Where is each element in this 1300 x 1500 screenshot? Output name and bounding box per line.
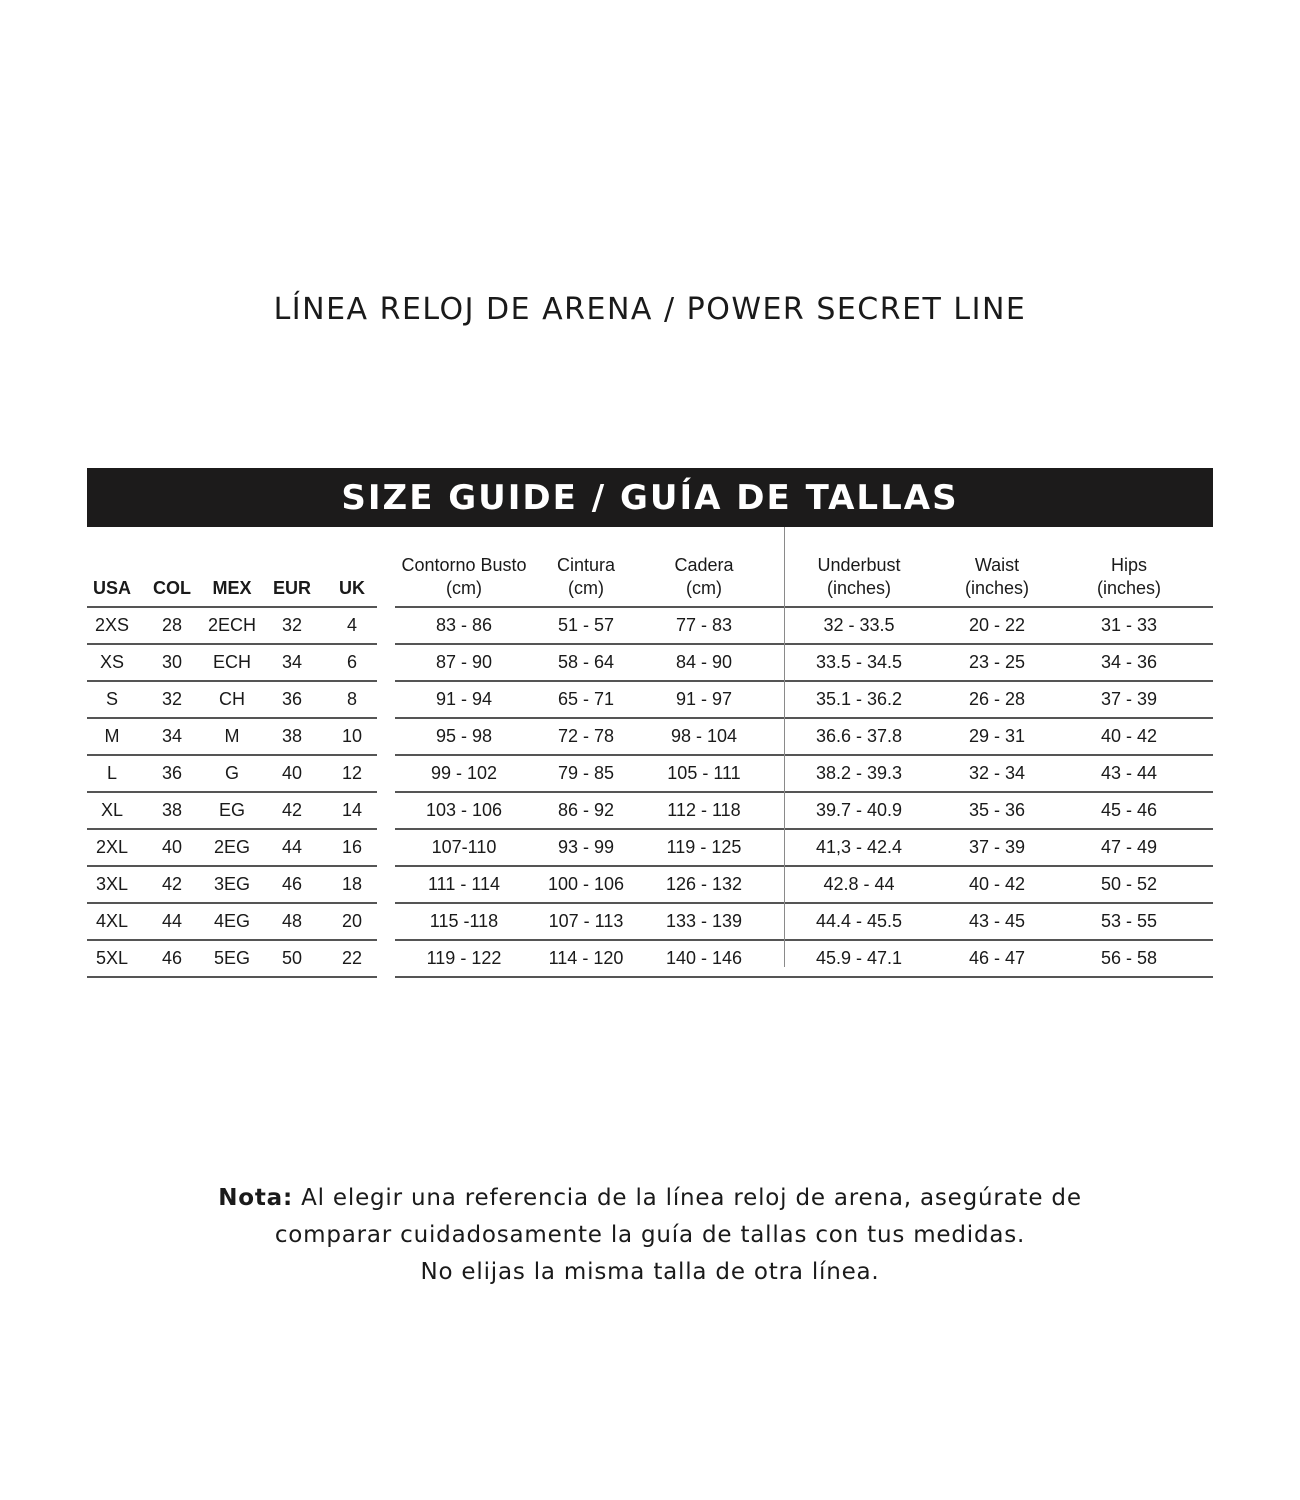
cell-hips-in: 40 - 42: [1045, 718, 1213, 755]
cell-underbust-in: 39.7 - 40.9: [769, 792, 949, 829]
cell-hips-in: 34 - 36: [1045, 644, 1213, 681]
cell-bust-cm: 99 - 102: [395, 755, 533, 792]
cell-col: 28: [137, 607, 207, 644]
header-waist-in: [949, 527, 1045, 607]
cell-bust-cm: 87 - 90: [395, 644, 533, 681]
cell-eur: 46: [257, 866, 327, 903]
cell-hip-cm: 126 - 132: [639, 866, 769, 903]
header-hip-cm-label: Cadera: [674, 555, 734, 575]
cell-col: 38: [137, 792, 207, 829]
cell-bust-cm: 111 - 114: [395, 866, 533, 903]
cell-underbust-in: 41,3 - 42.4: [769, 829, 949, 866]
cell-waist-cm: 51 - 57: [533, 607, 639, 644]
cell-hip-cm: 91 - 97: [639, 681, 769, 718]
cell-hip-cm: 77 - 83: [639, 607, 769, 644]
cell-bust-cm: 103 - 106: [395, 792, 533, 829]
cell-waist-in: 32 - 34: [949, 755, 1045, 792]
cell-gap: [377, 866, 395, 903]
cell-bust-cm: 91 - 94: [395, 681, 533, 718]
cell-mex: 2ECH: [207, 607, 257, 644]
header-bust-cm: [395, 527, 533, 607]
table-row: [87, 829, 1213, 866]
cell-uk: 4: [327, 607, 377, 644]
header-usa: USA: [87, 527, 137, 607]
header-col: COL: [137, 527, 207, 607]
cell-col: 44: [137, 903, 207, 940]
cell-uk: 8: [327, 681, 377, 718]
header-waist-in-label: Waist: [974, 555, 1020, 575]
table-row: [87, 755, 1213, 792]
cell-mex: 3EG: [207, 866, 257, 903]
cell-bust-cm: 95 - 98: [395, 718, 533, 755]
cell-gap: [377, 940, 395, 977]
cell-hips-in: 37 - 39: [1045, 681, 1213, 718]
table-header: [87, 527, 1213, 607]
table-row: [87, 681, 1213, 718]
cell-hip-cm: 84 - 90: [639, 644, 769, 681]
note-label: Nota:: [218, 1185, 293, 1211]
cell-gap: [377, 829, 395, 866]
cell-waist-in: 43 - 45: [949, 903, 1045, 940]
cell-gap: [377, 755, 395, 792]
cell-usa: L: [87, 755, 137, 792]
cell-underbust-in: 44.4 - 45.5: [769, 903, 949, 940]
header-mex: MEX: [207, 527, 257, 607]
cell-usa: 4XL: [87, 903, 137, 940]
cell-waist-in: 23 - 25: [949, 644, 1045, 681]
cell-col: 30: [137, 644, 207, 681]
cell-mex: 4EG: [207, 903, 257, 940]
cell-uk: 20: [327, 903, 377, 940]
cell-waist-cm: 79 - 85: [533, 755, 639, 792]
cell-uk: 22: [327, 940, 377, 977]
cell-underbust-in: 36.6 - 37.8: [769, 718, 949, 755]
header-underbust-in-label: Underbust: [817, 555, 901, 575]
banner-title: SIZE GUIDE / GUÍA DE TALLAS: [341, 477, 959, 518]
cell-bust-cm: 115 -118: [395, 903, 533, 940]
header-gap: [377, 527, 395, 607]
cell-eur: 40: [257, 755, 327, 792]
cell-hips-in: 31 - 33: [1045, 607, 1213, 644]
note-line-1: [0, 1180, 1300, 1217]
cell-underbust-in: 38.2 - 39.3: [769, 755, 949, 792]
cell-hips-in: 53 - 55: [1045, 903, 1213, 940]
cell-col: 34: [137, 718, 207, 755]
cell-mex: G: [207, 755, 257, 792]
cell-underbust-in: 35.1 - 36.2: [769, 681, 949, 718]
header-waist-cm-label: Cintura: [556, 555, 616, 575]
cell-hips-in: 56 - 58: [1045, 940, 1213, 977]
cell-uk: 6: [327, 644, 377, 681]
cell-mex: M: [207, 718, 257, 755]
cell-gap: [377, 792, 395, 829]
header-bust-cm-label: Contorno Busto: [401, 555, 527, 575]
cell-underbust-in: 32 - 33.5: [769, 607, 949, 644]
cell-waist-cm: 93 - 99: [533, 829, 639, 866]
cell-hip-cm: 140 - 146: [639, 940, 769, 977]
size-table: [87, 527, 1213, 978]
cell-bust-cm: 83 - 86: [395, 607, 533, 644]
cell-eur: 50: [257, 940, 327, 977]
header-bust-cm-unit: (cm): [446, 578, 482, 598]
cell-eur: 32: [257, 607, 327, 644]
table-row: [87, 718, 1213, 755]
metric-imperial-divider: [784, 527, 785, 967]
table-row: [87, 792, 1213, 829]
cell-waist-cm: 114 - 120: [533, 940, 639, 977]
header-hip-cm: [639, 527, 769, 607]
cell-eur: 44: [257, 829, 327, 866]
cell-hips-in: 45 - 46: [1045, 792, 1213, 829]
cell-usa: 3XL: [87, 866, 137, 903]
cell-waist-cm: 58 - 64: [533, 644, 639, 681]
cell-col: 42: [137, 866, 207, 903]
cell-mex: 5EG: [207, 940, 257, 977]
table-row: [87, 607, 1213, 644]
header-eur: EUR: [257, 527, 327, 607]
cell-uk: 18: [327, 866, 377, 903]
cell-waist-in: 35 - 36: [949, 792, 1045, 829]
size-guide-banner: [87, 468, 1213, 527]
header-underbust-in-unit: (inches): [826, 578, 892, 598]
cell-col: 36: [137, 755, 207, 792]
cell-col: 40: [137, 829, 207, 866]
cell-waist-in: 37 - 39: [949, 829, 1045, 866]
header-waist-cm-unit: (cm): [568, 578, 604, 598]
cell-mex: 2EG: [207, 829, 257, 866]
table-row: [87, 866, 1213, 903]
cell-waist-cm: 86 - 92: [533, 792, 639, 829]
cell-usa: XS: [87, 644, 137, 681]
cell-underbust-in: 42.8 - 44: [769, 866, 949, 903]
cell-eur: 36: [257, 681, 327, 718]
cell-eur: 42: [257, 792, 327, 829]
cell-waist-in: 26 - 28: [949, 681, 1045, 718]
cell-gap: [377, 681, 395, 718]
cell-waist-in: 40 - 42: [949, 866, 1045, 903]
cell-gap: [377, 903, 395, 940]
header-row: [87, 527, 1213, 607]
cell-underbust-in: 33.5 - 34.5: [769, 644, 949, 681]
cell-usa: M: [87, 718, 137, 755]
cell-usa: 5XL: [87, 940, 137, 977]
note-line-2: comparar cuidadosamente la guía de tallas con tus medidas.: [274, 1222, 1026, 1248]
cell-waist-cm: 107 - 113: [533, 903, 639, 940]
cell-eur: 34: [257, 644, 327, 681]
header-hips-in: [1045, 527, 1213, 607]
cell-mex: ECH: [207, 644, 257, 681]
header-hip-cm-unit: (cm): [686, 578, 722, 598]
note-line-3: No elijas la misma talla de otra línea.: [420, 1259, 880, 1285]
cell-usa: S: [87, 681, 137, 718]
cell-hip-cm: 119 - 125: [639, 829, 769, 866]
cell-uk: 14: [327, 792, 377, 829]
note-text-1: Al elegir una referencia de la línea reloj de arena, asegúrate de: [292, 1185, 1082, 1211]
header-uk: UK: [327, 527, 377, 607]
cell-col: 46: [137, 940, 207, 977]
cell-bust-cm: 107-110: [395, 829, 533, 866]
cell-eur: 48: [257, 903, 327, 940]
cell-mex: CH: [207, 681, 257, 718]
cell-gap: [377, 644, 395, 681]
cell-waist-in: 29 - 31: [949, 718, 1045, 755]
cell-usa: XL: [87, 792, 137, 829]
cell-waist-in: 46 - 47: [949, 940, 1045, 977]
cell-waist-cm: 100 - 106: [533, 866, 639, 903]
cell-hips-in: 43 - 44: [1045, 755, 1213, 792]
cell-underbust-in: 45.9 - 47.1: [769, 940, 949, 977]
cell-hips-in: 50 - 52: [1045, 866, 1213, 903]
table-body: [87, 607, 1213, 977]
table-row: [87, 644, 1213, 681]
cell-mex: EG: [207, 792, 257, 829]
size-note: [0, 1180, 1300, 1291]
header-hips-in-label: Hips: [1110, 555, 1147, 575]
cell-gap: [377, 607, 395, 644]
header-hips-in-unit: (inches): [1096, 578, 1162, 598]
cell-waist-cm: 72 - 78: [533, 718, 639, 755]
cell-hip-cm: 98 - 104: [639, 718, 769, 755]
cell-uk: 12: [327, 755, 377, 792]
cell-hip-cm: 105 - 111: [639, 755, 769, 792]
cell-uk: 10: [327, 718, 377, 755]
cell-usa: 2XL: [87, 829, 137, 866]
cell-hip-cm: 133 - 139: [639, 903, 769, 940]
cell-col: 32: [137, 681, 207, 718]
header-waist-cm: [533, 527, 639, 607]
cell-hips-in: 47 - 49: [1045, 829, 1213, 866]
cell-waist-in: 20 - 22: [949, 607, 1045, 644]
line-title: LÍNEA RELOJ DE ARENA / POWER SECRET LINE: [273, 292, 1027, 327]
header-underbust-in: [769, 527, 949, 607]
header-waist-in-unit: (inches): [964, 578, 1030, 598]
cell-bust-cm: 119 - 122: [395, 940, 533, 977]
cell-hip-cm: 112 - 118: [639, 792, 769, 829]
cell-gap: [377, 718, 395, 755]
table-row: [87, 903, 1213, 940]
cell-usa: 2XS: [87, 607, 137, 644]
cell-uk: 16: [327, 829, 377, 866]
cell-eur: 38: [257, 718, 327, 755]
table-row: [87, 940, 1213, 977]
cell-waist-cm: 65 - 71: [533, 681, 639, 718]
